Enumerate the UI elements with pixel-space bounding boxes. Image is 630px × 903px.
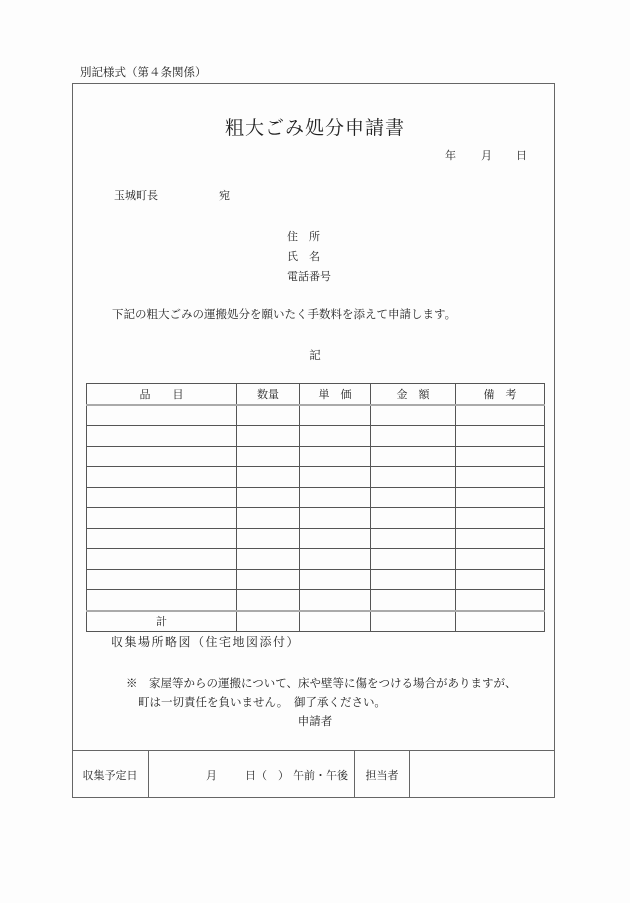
staff-label: 担当者 <box>355 751 410 798</box>
table-cell[interactable] <box>300 508 371 529</box>
collection-date-label: 収集予定日 <box>72 751 149 798</box>
date-year-label: 年 <box>445 149 456 162</box>
total-cell[interactable] <box>300 611 371 632</box>
table-cell[interactable] <box>87 569 237 590</box>
table-cell[interactable] <box>87 446 237 467</box>
table-cell[interactable] <box>237 590 300 611</box>
header-amount: 金 額 <box>371 384 456 405</box>
table-cell[interactable] <box>456 528 545 549</box>
addressee-honorific: 宛 <box>219 189 230 202</box>
table-cell[interactable] <box>300 446 371 467</box>
total-cell[interactable] <box>456 611 545 632</box>
table-row <box>87 487 545 508</box>
date-month-label: 月 <box>481 149 492 162</box>
table-cell[interactable] <box>300 528 371 549</box>
total-cell[interactable] <box>237 611 300 632</box>
footer-row <box>72 750 555 798</box>
table-cell[interactable] <box>237 487 300 508</box>
collection-map-label: 収集場所略図（住宅地図添付） <box>111 635 301 649</box>
table-cell[interactable] <box>371 528 456 549</box>
table-cell[interactable] <box>371 426 456 447</box>
table-cell[interactable] <box>456 467 545 488</box>
ki-heading: 記 <box>309 348 321 362</box>
applicant-address-label: 住 所 <box>287 230 320 243</box>
applicant-sign-label: 申請者 <box>297 714 333 728</box>
table-cell[interactable] <box>300 426 371 447</box>
collection-month-label: 月 <box>206 768 217 782</box>
total-label: 計 <box>87 611 237 632</box>
table-cell[interactable] <box>456 426 545 447</box>
table-cell[interactable] <box>237 405 300 426</box>
staff-value-field[interactable] <box>410 751 555 798</box>
table-cell[interactable] <box>371 590 456 611</box>
table-cell[interactable] <box>371 508 456 529</box>
table-cell[interactable] <box>87 590 237 611</box>
table-cell[interactable] <box>456 405 545 426</box>
applicant-name-label: 氏 名 <box>287 250 320 263</box>
table-row <box>87 426 545 447</box>
total-row <box>87 611 545 632</box>
table-cell[interactable] <box>237 467 300 488</box>
collection-ampm-label: 午前・午後 <box>293 768 348 782</box>
table-row <box>87 467 545 488</box>
table-cell[interactable] <box>371 467 456 488</box>
table-row <box>87 569 545 590</box>
table-cell[interactable] <box>87 549 237 570</box>
table-cell[interactable] <box>371 569 456 590</box>
form-label: 別記様式（第４条関係） <box>80 65 207 79</box>
table-cell[interactable] <box>300 549 371 570</box>
table-cell[interactable] <box>371 405 456 426</box>
table-row <box>87 508 545 529</box>
table-cell[interactable] <box>237 426 300 447</box>
table-cell[interactable] <box>371 446 456 467</box>
table-cell[interactable] <box>456 487 545 508</box>
table-cell[interactable] <box>87 508 237 529</box>
table-cell[interactable] <box>87 528 237 549</box>
notice-line-1: ※ 家屋等からの運搬について、床や壁等に傷をつける場合がありますが、 <box>126 676 517 690</box>
table-cell[interactable] <box>237 446 300 467</box>
table-cell[interactable] <box>300 467 371 488</box>
table-cell[interactable] <box>456 569 545 590</box>
header-remarks: 備 考 <box>456 384 545 405</box>
table-cell[interactable] <box>300 487 371 508</box>
total-cell[interactable] <box>371 611 456 632</box>
table-cell[interactable] <box>456 508 545 529</box>
collection-date-field[interactable] <box>149 751 355 798</box>
table-row <box>87 528 545 549</box>
header-unit-price: 単 価 <box>300 384 371 405</box>
table-cell[interactable] <box>456 590 545 611</box>
table-row <box>87 446 545 467</box>
table-cell[interactable] <box>237 549 300 570</box>
table-cell[interactable] <box>456 549 545 570</box>
table-cell[interactable] <box>87 487 237 508</box>
table-row <box>87 549 545 570</box>
date-day-label: 日 <box>516 149 527 162</box>
header-quantity: 数量 <box>237 384 300 405</box>
table-cell[interactable] <box>237 508 300 529</box>
collection-day-label: 日（ ） <box>245 768 289 782</box>
table-cell[interactable] <box>300 590 371 611</box>
table-cell[interactable] <box>87 467 237 488</box>
items-table <box>86 383 545 632</box>
table-header-row <box>87 384 545 405</box>
addressee-name: 玉城町長 <box>114 189 158 202</box>
table-cell[interactable] <box>87 426 237 447</box>
table-cell[interactable] <box>300 569 371 590</box>
table-cell[interactable] <box>300 405 371 426</box>
table-cell[interactable] <box>371 487 456 508</box>
header-item: 品 目 <box>87 384 237 405</box>
request-statement: 下記の粗大ごみの運搬処分を願いたく手数料を添えて申請します。 <box>112 307 457 321</box>
table-cell[interactable] <box>87 405 237 426</box>
notice-line-2: 町は一切責任を負いません。 御了承ください。 <box>138 695 386 709</box>
table-cell[interactable] <box>237 528 300 549</box>
table-row <box>87 405 545 426</box>
applicant-phone-label: 電話番号 <box>287 270 331 283</box>
table-cell[interactable] <box>371 549 456 570</box>
table-row <box>87 590 545 611</box>
table-cell[interactable] <box>237 569 300 590</box>
table-cell[interactable] <box>456 446 545 467</box>
page-title: 粗大ごみ処分申請書 <box>224 117 405 139</box>
